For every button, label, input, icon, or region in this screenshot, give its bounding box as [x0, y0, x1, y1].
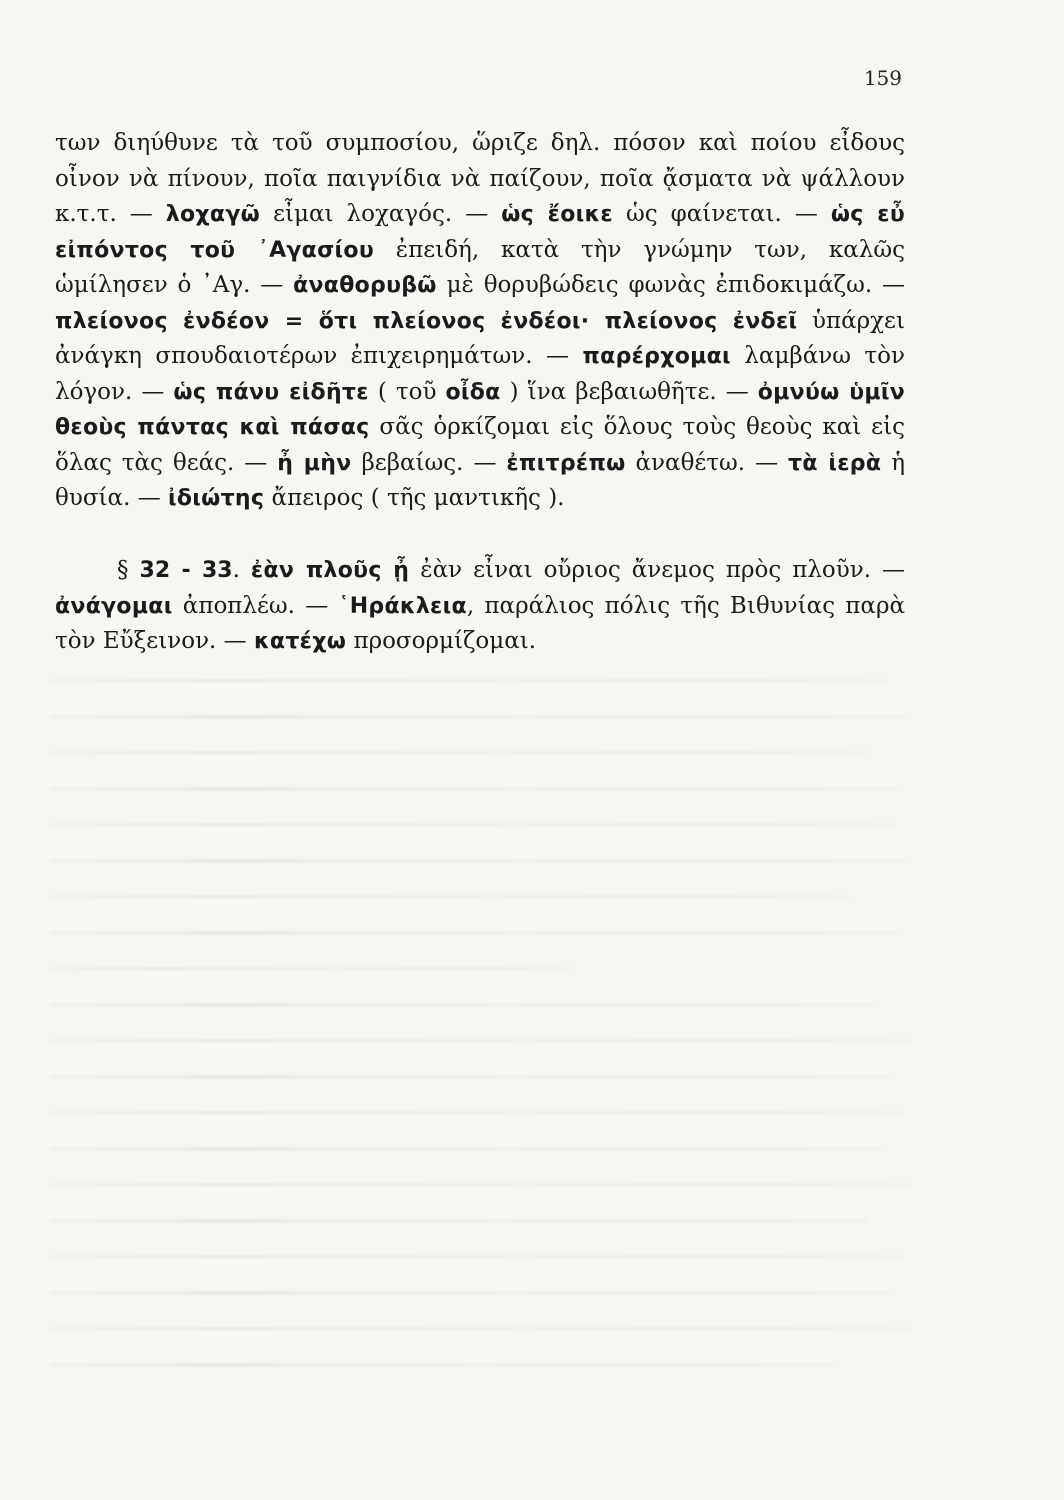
lemma: ὡς πάνυ εἰδῆτε [173, 379, 369, 405]
paragraph-text [55, 553, 905, 660]
commentary-paragraph-1 [55, 126, 905, 517]
text-segment: ) ἵνα βεβαιωθῆτε. — [500, 378, 758, 405]
lemma: ἐπιτρέπω [506, 450, 626, 476]
lemma: πλείονος ἐνδέον = ὅτι πλείονος ἐνδέοι· πλείονος ἐνδεῖ [55, 308, 798, 334]
bleed-line [50, 1364, 833, 1366]
lemma: ῾Ηράκλεια [338, 593, 467, 619]
bleed-line [50, 824, 894, 826]
text-segment: ὑπάρχει ἀνάγκη σπουδαιοτέρων ἐπιχειρημάτων. — [55, 307, 905, 369]
bleed-line [50, 680, 885, 682]
bleed-line [50, 1148, 885, 1150]
page-number: 159 [863, 66, 902, 90]
text-segment: ἄπειρος ( τῆς μαντικῆς ). [264, 485, 565, 511]
text-segment: ἀναθέτω. — [625, 449, 789, 476]
bleed-line [50, 1184, 911, 1186]
bleed-line [50, 1076, 894, 1078]
text-segment: ἐὰν εἶναι οὔριος ἄνεμος πρὸς πλοῦν. — [409, 557, 906, 583]
lemma: ἰδιώτης [168, 486, 265, 511]
lemma: ὀμνύω ὑμῖν θεοὺς πάντας καὶ πάσας [55, 379, 906, 440]
commentary-paragraph-2 [55, 553, 905, 660]
lemma: τὰ ἱερὰ [788, 450, 882, 476]
bleed-line [50, 752, 868, 754]
text-segment: , παράλιος πόλις τῆς Βιθυνίας παρὰ τὸν Εὔξεινον. — [55, 592, 905, 654]
paragraph-text [55, 126, 905, 517]
text-segment: των διηύθυνε τὰ τοῦ συμποσίου, ὥριζε δηλ. πόσον καὶ ποίου εἶδους οἶνον νὰ πίνουν, ποῖα παιγνίδια νὰ παίζουν, ποῖα ᾄσματα νὰ ψάλλουν κ.τ.τ. — [55, 130, 905, 227]
text-segment: ὡς φαίνεται. — [612, 201, 831, 227]
reverse-page-bleed-through [50, 680, 920, 1460]
text-segment: βεβαίως. — [351, 449, 507, 476]
lemma: ἀνάγομαι [55, 593, 173, 619]
text-segment: εἶμαι λοχαγός. — [260, 201, 502, 227]
lemma: παρέρχομαι [582, 344, 731, 369]
bleed-line [50, 1220, 868, 1222]
lemma: ἦ μὴν [277, 450, 352, 476]
bleed-line [50, 716, 911, 718]
bleed-line [50, 1040, 911, 1042]
section-sign: § [117, 557, 140, 583]
text-segment: ἀποπλέω. — [172, 592, 339, 619]
text-segment: προσορμίζομαι. [346, 628, 537, 654]
bleed-line [50, 932, 903, 934]
lemma: οἶδα [445, 379, 501, 405]
lemma: ὡς εὖ εἰπόντος τοῦ ᾿Αγασίου [55, 202, 905, 263]
bleed-line [50, 1292, 894, 1294]
bleed-line [50, 968, 572, 970]
lemma: κατέχω [253, 629, 347, 654]
lemma: λοχαγῶ [165, 202, 261, 227]
text-segment: ἡ θυσία. — [55, 449, 905, 511]
bleed-line [50, 896, 850, 898]
text-segment: σᾶς ὁρκίζομαι εἰς ὅλους τοὺς θεοὺς καὶ εἰς ὅλας τὰς θεάς. — [55, 414, 905, 476]
bleed-line [50, 860, 911, 862]
lemma: ὡς ἔοικε [501, 202, 613, 227]
bleed-line [50, 1112, 903, 1114]
text-segment: μὲ θορυβώδεις φωνὰς ἐπιδοκιμάζω. — [436, 272, 905, 298]
bleed-line [50, 1328, 911, 1330]
lemma: ἐὰν πλοῦς ᾖ [250, 558, 410, 583]
text-segment: λαμβάνω τὸν λόγον. — [55, 343, 905, 405]
section-reference: 32 - 33 [139, 558, 233, 583]
text-segment: ἐπειδή, κατὰ τὴν γνώμην των, καλῶς ὡμίλησεν ὁ ᾿Αγ. — [55, 236, 905, 298]
text-segment: ( τοῦ [368, 378, 446, 405]
bleed-line [50, 788, 903, 790]
bleed-line [50, 1004, 877, 1006]
bleed-line [50, 1256, 903, 1258]
text-segment: . [232, 557, 251, 583]
lemma: ἀναθορυβῶ [293, 273, 437, 298]
